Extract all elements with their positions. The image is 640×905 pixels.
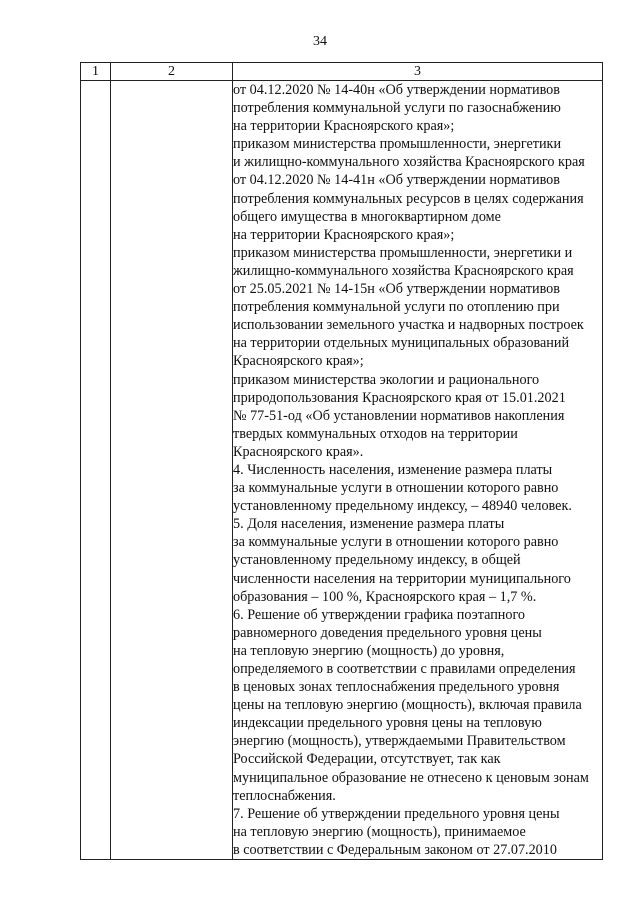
text-line: численности населения на территории муниципального [233, 570, 571, 587]
text-line: Красноярского края»; [233, 353, 364, 370]
text-line: за коммунальные услуги в отношении которого равно [233, 480, 559, 497]
text-line: на тепловую энергию (мощность), принимаемое [233, 823, 526, 840]
text-line: за коммунальные услуги в отношении которого равно [233, 534, 559, 551]
text-line: и жилищно-коммунального хозяйства Красноярского края [233, 154, 585, 171]
text-line: № 77-51-од «Об установлении нормативов накопления [233, 407, 565, 424]
text-line: жилищно-коммунального хозяйства Красноярского края [233, 262, 574, 279]
table-header-row [81, 63, 603, 81]
text-line: твердых коммунальных отходов на территории [233, 425, 518, 442]
text-line: потребления коммунальной услуги по отоплению при [233, 299, 560, 316]
column-1-cell [81, 81, 111, 860]
page-number: 34 [313, 34, 327, 49]
text-line: на территории Красноярского края»; [233, 226, 455, 243]
text-line: от 04.12.2020 № 14-40н «Об утверждении нормативов [233, 82, 560, 98]
text-line: цены на тепловую энергию (мощность), включая правила [233, 697, 582, 714]
text-line: общего имущества в многоквартирном доме [233, 208, 501, 225]
text-line: приказом министерства промышленности, энергетики [233, 136, 562, 153]
column-header-1: 1 [81, 63, 111, 81]
text-line: природопользования Красноярского края от 15.01.2021 [233, 389, 566, 406]
text-line: на территории отдельных муниципальных образований [233, 335, 570, 352]
text-line: приказом министерства экологии и рационального [233, 371, 540, 388]
text-line: равномерного доведения предельного уровня цены [233, 624, 542, 641]
text-line: использовании земельного участка и надворных построек [233, 317, 584, 334]
text-line: 5. Доля населения, изменение размера платы [233, 516, 505, 533]
text-line: индексации предельного уровня цены на тепловую [233, 715, 542, 732]
text-line: потребления коммунальной услуги по газоснабжению [233, 100, 561, 117]
text-line: энергию (мощность), утверждаемыми Правительством [233, 733, 566, 750]
text-line: Российской Федерации, отсутствует, так как [233, 751, 501, 768]
table-row [81, 81, 603, 860]
document-table [80, 62, 603, 860]
text-line: в соответствии с Федеральным законом от 27.07.2010 [233, 841, 557, 858]
text-line: приказом министерства промышленности, энергетики и [233, 244, 573, 261]
column-header-2: 2 [111, 63, 233, 81]
text-line: 7. Решение об утверждении предельного уровня цены [233, 805, 560, 822]
column-header-3: 3 [233, 63, 603, 81]
text-line: Красноярского края». [233, 443, 364, 460]
text-line: установленному предельному индексу, – 48940 человек. [233, 498, 572, 515]
text-line: 4. Численность населения, изменение размера платы [233, 461, 553, 478]
text-line: от 04.12.2020 № 14-41н «Об утверждении нормативов [233, 172, 560, 189]
column-2-cell [111, 81, 233, 860]
text-line: теплоснабжения. [233, 787, 336, 804]
text-line: определяемого в соответствии с правилами определения [233, 661, 576, 677]
text-line: установленному предельному индексу, в общей [233, 552, 521, 569]
text-line: муниципальное образование не отнесено к ценовым зонам [233, 769, 589, 786]
text-line: в ценовых зонах теплоснабжения предельного уровня [233, 679, 560, 696]
text-line: образования – 100 %, Красноярского края – 1,7 %. [233, 588, 537, 605]
column-3-cell [233, 81, 603, 860]
text-line: 6. Решение об утверждении графика поэтапного [233, 606, 526, 623]
text-line: потребления коммунальных ресурсов в целях содержания [233, 190, 584, 207]
text-line: на тепловую энергию (мощность) до уровня, [233, 642, 505, 659]
text-line: от 25.05.2021 № 14-15н «Об утверждении нормативов [233, 281, 560, 298]
text-line: на территории Красноярского края»; [233, 118, 455, 135]
